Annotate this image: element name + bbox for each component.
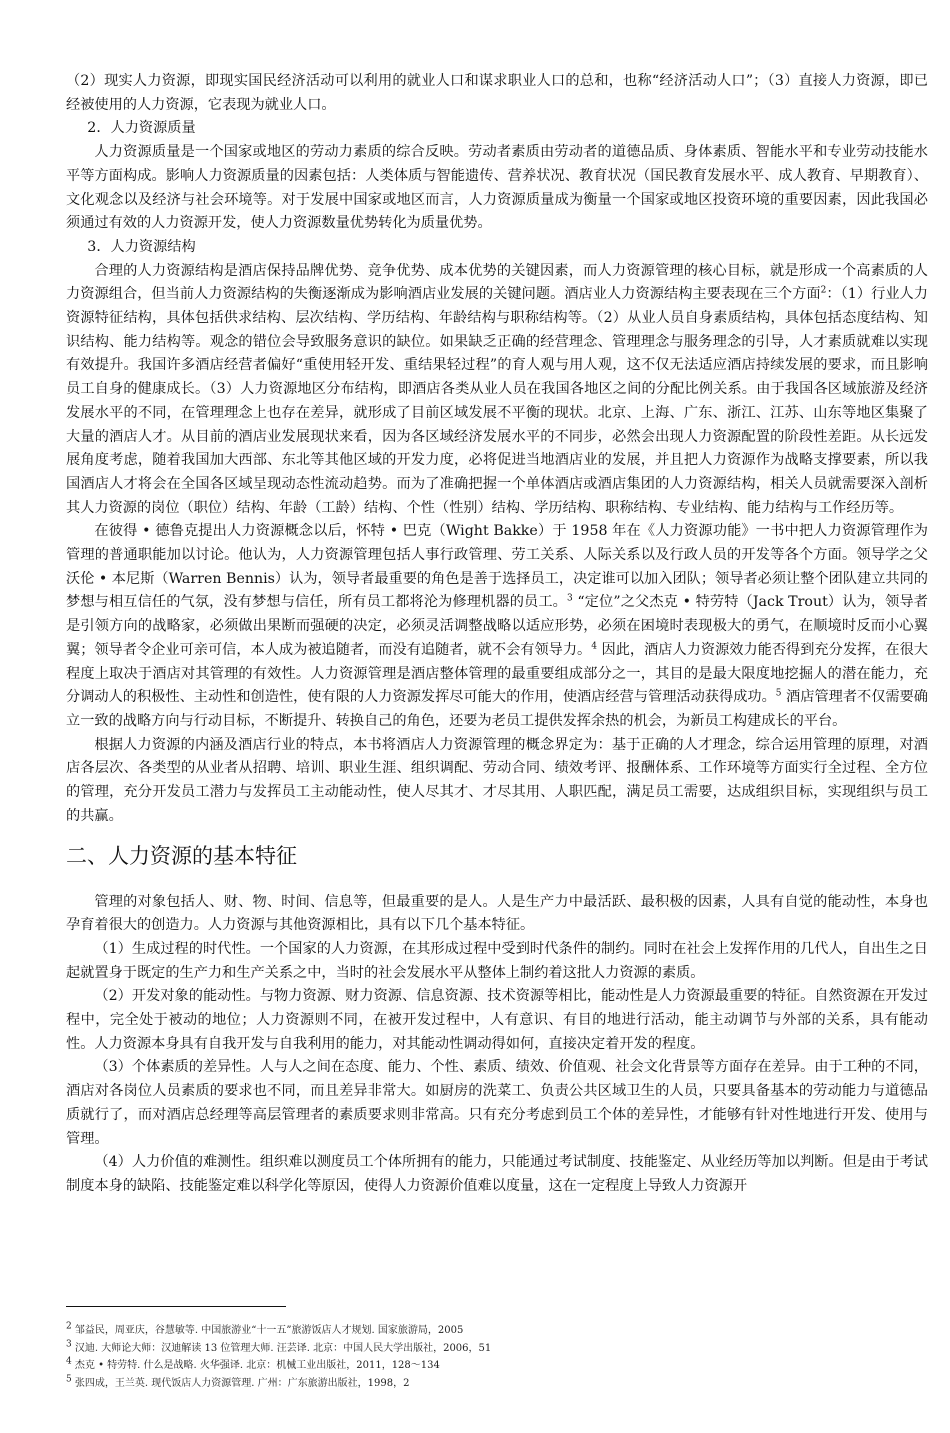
paragraph-quality: 人力资源质量是一个国家或地区的劳动力素质的综合反映。劳动者素质由劳动者的道德品质、身体素质、智能水平和专业劳动技能水平等方面构成。影响人力资源质量的因素包括：人类体质与智能遗传、营养状况、教育状况（国民教育发展水平、成人教育、早期教育）、文化观念以及经济与社会环境等。对于发展中国家或地区而言，人力资源质量成为衡量一个国家或地区投资环境的重要因素，因此我国必须通过有效的人力资源开发，使人力资源数量优势转化为质量优势。: [66, 144, 928, 232]
footnote-separator: [66, 1306, 286, 1307]
paragraph-characteristic-3: （3）个体素质的差异性。人与人之间在态度、能力、个性、素质、绩效、价值观、社会文化背景等方面存在差异。由于工种的不同，酒店对各岗位人员素质的要求也不同，而且差异非常大。如厨房的洗菜工、负责公共区域卫生的人员，只要具备基本的劳动能力与道德品质就行了，而对酒店总经理等高层管理者的素质要求则非常高。只有充分考虑到员工个体的差异性，才能够有针对性地进行开发、使用与管理。: [66, 1059, 928, 1147]
section-title: 二、人力资源的基本特征: [66, 843, 297, 868]
paragraph-structure-part1: 合理的人力资源结构是酒店保持品牌优势、竞争优势、成本优势的关键因素，而人力资源管理的核心目标，就是形成一个高素质的人力资源组合，但当前人力资源结构的失衡逐渐成为影响酒店业发展的关键问题。酒店业人力资源结构主要表现在三个方面: [66, 262, 928, 303]
paragraph-leadership-part3: 因此，酒店人力资源效力能否得到充分发挥，在很大程度上取决于酒店对其管理的有效性。人力资源管理是酒店整体管理的最重要组成部分之一，其目的是最大限度地挖掘人的潜在能力，充分调动人的积极性、主动性和创造性，使有限的人力资源发挥尽可能大的作用，使酒店经营与管理活动获得成功。: [66, 641, 928, 706]
paragraph-resource-types: （2）现实人力资源，即现实国民经济活动可以利用的就业人口和谋求职业人口的总和，也称“经济活动人口”；（3）直接人力资源，即已经被使用的人力资源，它表现为就业人口。: [66, 73, 928, 113]
footnote-number: 4: [66, 1356, 72, 1367]
footnote-text: 汉迪. 大师论大师：汉迪解读 13 位管理大师. 汪芸译. 北京：中国人民大学出版社，2006，51: [74, 1342, 492, 1354]
footnote-ref-4[interactable]: 4: [591, 641, 597, 652]
subheading-quality: 2．人力资源质量: [87, 120, 196, 137]
paragraph-characteristic-2: （2）开发对象的能动性。与物力资源、财力资源、信息资源、技术资源等相比，能动性是人力资源最重要的特征。自然资源在开发过程中，完全处于被动的地位；人力资源则不同，在被开发过程中，人有意识、有目的地进行活动，能主动调节与外部的关系，具有能动性。人力资源本身具有自我开发与自我利用的能力，对其能动性调动得如何，直接决定着开发的程度。: [66, 988, 928, 1052]
footnote-number: 5: [66, 1374, 72, 1385]
paragraph-leadership-part4: 酒店管理者不仅需要确立一致的战略方向与行动目标，不断提升、转换自己的角色，还要为老员工提供发挥余热的机会，为新员工构建成长的平台。: [66, 689, 928, 729]
footnote-3: [66, 1340, 928, 1358]
footnotes: [66, 1322, 928, 1392]
paragraph-definition: 根据人力资源的内涵及酒店行业的特点，本书将酒店人力资源管理的概念界定为：基于正确的人才理念，综合运用管理的原理，对酒店各层次、各类型的从业者从招聘、培训、职业生涯、组织调配、劳动合同、绩效考评、报酬体系、工作环境等方面实行全过程、全方位的管理，充分开发员工潜力与发挥员工主动能动性，使人尽其才、才尽其用、人职匹配，满足员工需要，达成组织目标，实现组织与员工的共赢。: [66, 736, 928, 824]
footnote-number: 2: [66, 1321, 72, 1332]
footnote-text: 张四成，王兰英. 现代饭店人力资源管理. 广州：广东旅游出版社，1998，2: [74, 1377, 410, 1389]
paragraph-characteristic-4: （4）人力价值的难测性。组织难以测度员工个体所拥有的能力，只能通过考试制度、技能鉴定、从业经历等加以判断。但是由于考试制度本身的缺陷、技能鉴定难以科学化等原因，使得人力资源价值难以度量，这在一定程度上导致人力资源开: [66, 1154, 928, 1194]
footnote-ref-2[interactable]: 2: [820, 285, 827, 296]
subheading-structure: 3．人力资源结构: [87, 238, 196, 255]
footnote-text: 邹益民，周亚庆，谷慧敏等. 中国旅游业“十一五”旅游饭店人才规划. 国家旅游局，2005: [74, 1325, 464, 1336]
paragraph-structure: [66, 260, 928, 521]
footnote-ref-5[interactable]: 5: [775, 688, 782, 699]
paragraph-leadership-part2: “定位”之父杰克 • 特劳特（Jack Trout）认为，领导者是引领方向的战略家，必须做出果断而强硬的决定，必须灵活调整战略以适应形势，必须在困境时表现极大的勇气，在顺境时反而小心翼翼；领导者令企业可亲可信，本人成为被追随者，而没有追随者，就不会有领导力。: [66, 594, 928, 658]
footnote-5: [66, 1375, 928, 1393]
footnote-2: [66, 1322, 928, 1340]
paragraph-structure-part2: ：（1）行业人力资源特征结构，具体包括供求结构、层次结构、学历结构、年龄结构与职称结构等。（2）从业人员自身素质结构，具体包括态度结构、知识结构、能力结构等。观念的错位会导致服务意识的缺位。如果缺乏正确的经营理念、管理理念与服务理念的引导，人才素质就难以实现有效提升。我国许多酒店经营者偏好“重使用轻开发、重结果轻过程”的育人观与用人观，这不仅无法适应酒店持续发展的要求，而且影响员工自身的健康成长。（3）人力资源地区分布结构，即酒店各类从业人员在我国各地区之间的分配比例关系。由于我国各区域旅游及经济发展水平的不同，在管理理念上也存在差异，就形成了目前区域发展不平衡的现状。北京、上海、广东、浙江、江苏、山东等地区集聚了大量的酒店人才。从目前的酒店业发展现状来看，因为各区域经济发展水平的不同步，必然会出现人力资源配置的阶段性差距。从长远发展角度考虑，随着我国加大西部、东北等其他区域的开发力度，必将促进当地酒店业的发展，并且把人力资源作为战略支撑要素，所以我国酒店人才将会在全国各区域呈现动态性流动趋势。而为了准确把握一个单体酒店或酒店集团的人力资源结构，相关人员就需要深入剖析其人力资源的岗位（职位）结构、年龄（工龄）结构、个性（性别）结构、学历结构、职称结构、专业结构、能力结构与工作经历等。: [66, 286, 928, 516]
paragraph-characteristics-intro: 管理的对象包括人、财、物、时间、信息等，但最重要的是人。人是生产力中最活跃、最积极的因素，人具有自觉的能动性，本身也孕育着很大的创造力。人力资源与其他资源相比，具有以下几个基本特征。: [66, 893, 928, 934]
document-body: [66, 70, 928, 1199]
footnote-number: 3: [66, 1339, 72, 1350]
paragraph-characteristic-1: （1）生成过程的时代性。一个国家的人力资源，在其形成过程中受到时代条件的制约。同时在社会上发挥作用的几代人，自出生之日起就置身于既定的生产力和生产关系之中，当时的社会发展水平从整体上制约着这批人力资源的素质。: [66, 940, 928, 981]
footnote-4: [66, 1357, 928, 1375]
paragraph-leadership: [66, 520, 928, 733]
footnote-text: 杰克 • 特劳特. 什么是战略. 火华强译. 北京：机械工业出版社，2011，128～134: [74, 1360, 440, 1372]
footnote-ref-3[interactable]: 3: [566, 593, 573, 604]
paragraph-leadership-part1: 在彼得 • 德鲁克提出人力资源概念以后，怀特 • 巴克（Wight Bakke）于 1958 年在《人力资源功能》一书中把人力资源管理作为管理的普通职能加以讨论。他认为，人力资源管理包括人事行政管理、劳工关系、人际关系以及行政人员的开发等各个方面。领导学之父沃伦 • 本尼斯（Warren Bennis）认为，领导者最重要的角色是善于选择员工，决定谁可以加入团队；领导者必须让整个团队建立共同的梦想与相互信任的气氛，没有梦想与信任，所有员工都将沦为修理机器的员工。: [66, 523, 928, 611]
